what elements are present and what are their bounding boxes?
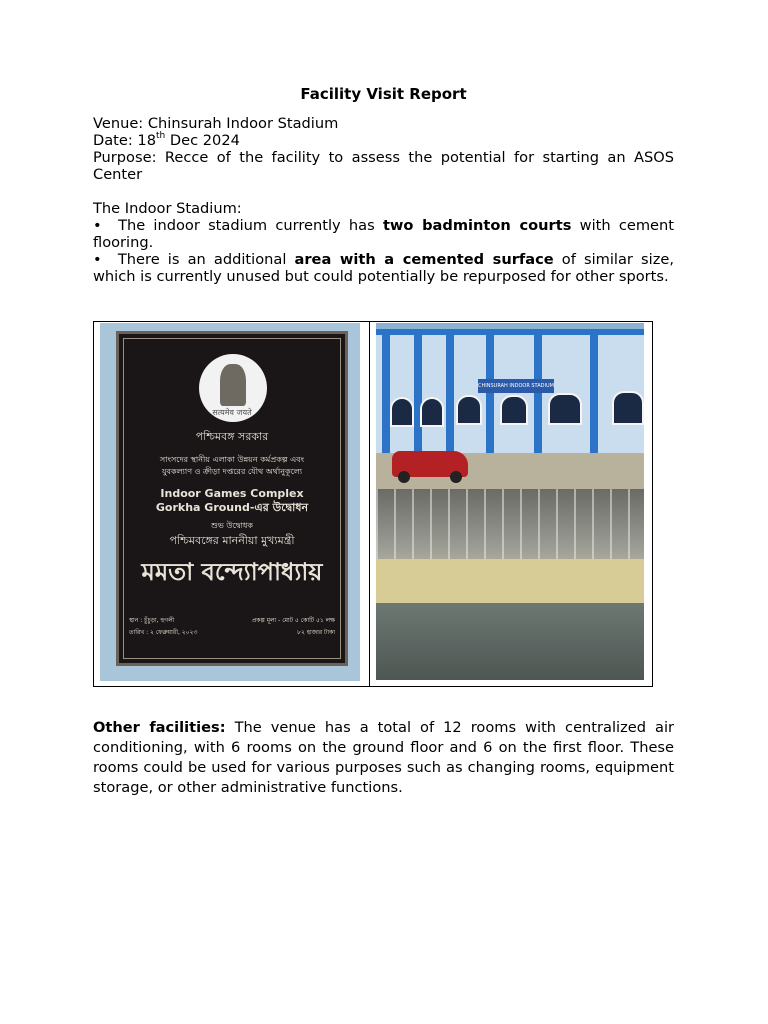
table-divider: [369, 322, 370, 686]
photo-table: [93, 321, 653, 687]
date-suffix: Dec 2024: [165, 132, 240, 149]
date-prefix: Date: 18: [93, 132, 157, 149]
bullet-text: with cement flooring.: [93, 217, 674, 251]
report-title: Facility Visit Report: [300, 85, 467, 103]
window: [500, 395, 528, 425]
window: [548, 393, 582, 425]
hall-wall: [376, 559, 644, 603]
other-facilities-text: The venue has a total of 12 rooms with centralized air conditioning, with 6 rooms on the ground floor and 6 on the first floor. These rooms could be used for various purposes such as changing rooms, equipment storage, or other administrative functions.: [93, 718, 674, 796]
window: [456, 395, 482, 425]
bullet-bold: area with a cemented surface: [294, 251, 554, 268]
plaque-line: পশ্চিমবঙ্গের মাননীয়া মুখ্যমন্ত্রী: [169, 534, 295, 547]
roof-truss: [376, 489, 644, 559]
bullet-item: [93, 217, 674, 251]
inauguration-plaque: [116, 331, 348, 666]
venue-line: Venue: Chinsurah Indoor Stadium: [93, 115, 339, 132]
bullet-marker: •: [93, 217, 102, 234]
plaque-emblem-caption: सत्यमेव जयते: [212, 408, 252, 417]
plaque-footer: প্রকল্প মূল্য - মোট ৫ কোটি ৫১ লক্ষ: [251, 617, 335, 624]
bullet-text: of similar size, which is currently unused but could potentially be repurposed for other sports.: [93, 251, 674, 285]
lion-capital-icon: [220, 364, 246, 406]
date-line: [93, 132, 674, 149]
plaque-line: Indoor Games Complex: [160, 487, 304, 500]
plaque-footer: স্থান : চুঁচুড়া, হুগলী: [129, 617, 175, 624]
plaque-line: যুবকল্যাণ ও ক্রীড়া দপ্তরের যৌথ অর্থানুকূল্যে: [161, 467, 303, 476]
stadium-sign: [478, 379, 554, 393]
date-sup: th: [156, 131, 166, 142]
bullet-text: The indoor stadium currently has: [118, 217, 383, 234]
window: [612, 391, 644, 425]
window: [390, 397, 414, 427]
bullet-marker: •: [93, 251, 102, 268]
stadium-sign-text: CHINSURAH INDOOR STADIUM: [478, 383, 554, 389]
cement-floor: [376, 603, 644, 680]
purpose-line: Purpose: Recce of the facility to assess the potential for starting an ASOS Center: [93, 149, 674, 183]
plaque-photo: [100, 323, 360, 681]
plaque-name: মমতা বন্দ্যোপাধ্যায়: [141, 558, 323, 586]
stadium-photos: [376, 323, 644, 680]
other-facilities-label: Other facilities:: [93, 718, 226, 736]
plaque-line: শুভ উদ্বোধক: [211, 521, 253, 530]
window: [420, 397, 444, 427]
bullet-bold: two badminton courts: [382, 217, 572, 234]
plaque-footer: ৮২ হাজার টাকা: [297, 629, 335, 636]
plaque-line: পশ্চিমবঙ্গ সরকার: [195, 430, 269, 443]
bullet-item: [93, 251, 674, 285]
bullet-text: There is an additional: [117, 251, 295, 268]
plaque-line: সাংসদের স্থানীয় এলাকা উন্নয়ন কর্মপ্রকল্প এবং: [159, 455, 305, 464]
report-page: [93, 86, 674, 285]
section-heading: The Indoor Stadium:: [93, 200, 242, 217]
plaque-line: Gorkha Ground-এর উদ্বোধন: [155, 501, 309, 514]
other-facilities-paragraph: [93, 718, 674, 798]
plaque-footer: তারিখ : ২ ফেব্রুয়ারী, ২০২৩: [129, 629, 198, 636]
